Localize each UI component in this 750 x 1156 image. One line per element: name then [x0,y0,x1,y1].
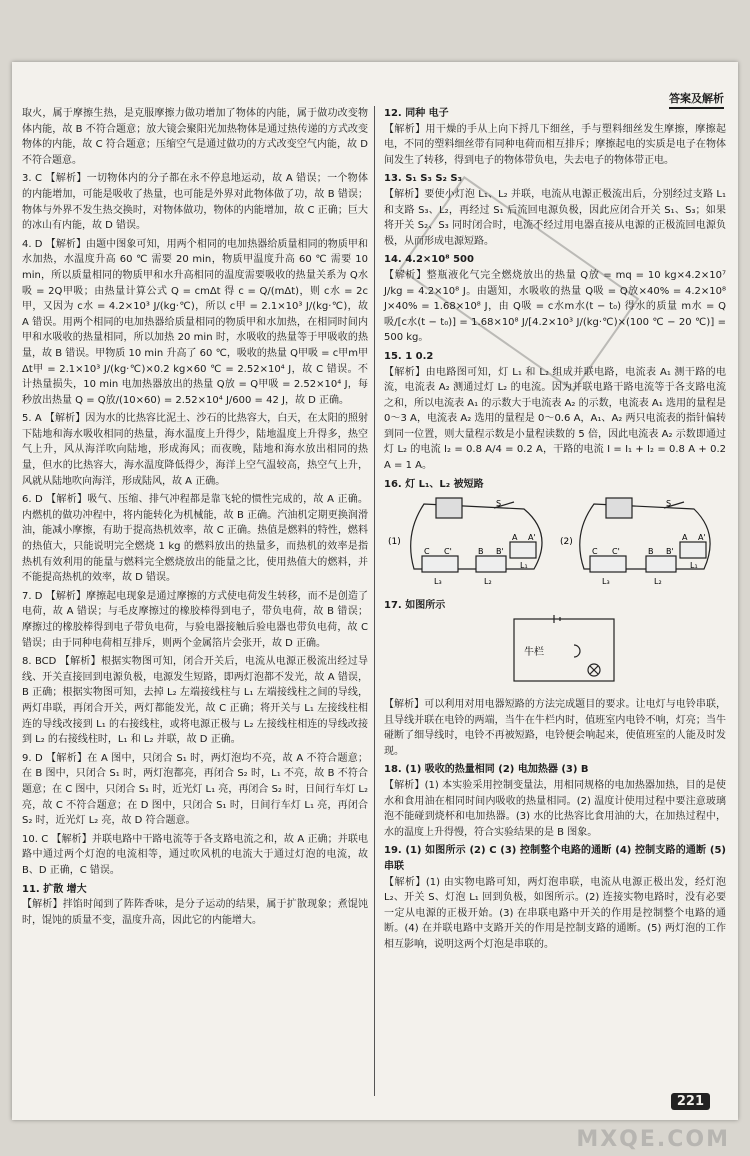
column-divider [374,106,375,1096]
answer-11-explanation: 【解析】拌馅时闻到了阵阵香味，是分子运动的结果，属于扩散现象；煮馄饨时，馄饨的质量不变，温度升高，因此它的内能增大。 [22,899,368,926]
answer-11: 11. 扩散 增大 [22,883,87,895]
circuit-diagram-16 [384,494,724,590]
terminal-ap-2: A' [698,533,706,543]
terminal-b-2: B [648,547,654,557]
switch-label-1: S [496,499,502,509]
cattle-pen-label: 牛栏 [524,647,544,659]
answer-3: 3. C 【解析】一切物体内的分子都在永不停息地运动，故 A 错误；一个物体的内能增加，可能是吸收了热量，也可能是外界对此物体做了功，故 B 错误；物体与外界不发生热交换时，对物体做功，物体的内能增加，故 C 正确；巨大的冰山有内能，故 D 错误。 [22,173,368,232]
answer-14-explanation: 【解析】整瓶液化气完全燃烧放出的热量 Q放 = mq = 10 kg×4.2×10⁷ J/kg = 4.2×10⁸ J。由题知，水吸收的热量 Q吸 = Q放×40% = 4.2×10⁸ J×40% = 1.68×10⁸ J，由 Q吸 = c水m水(t − t₀) 得水的质量 m水 = Q吸/[c水(t − t₀)] = 1.68×10⁸ J/[4.2×10³ J/(kg·℃)×(100 ℃ − 20 ℃)] = 500 kg。 [384,269,726,344]
answer-16: 16. 灯 L₁、L₂ 被短路 [384,478,484,490]
answer-18: 18. (1) 吸收的热量相同 (2) 电加热器 (3) B [384,764,589,776]
terminal-a-1: A [512,533,518,543]
fig-label-1: (1) [388,537,401,548]
answer-page [12,62,738,1120]
answer-6: 6. D 【解析】吸气、压缩、排气冲程都是靠飞轮的惯性完成的，故 A 正确。内燃机的做功冲程中，将内能转化为机械能，故 B 正确。汽油机定期更换润滑油，能减小摩擦，有助于提高热机效率，故 C 正确。热值是燃料的特性，燃料的热值大，只能说明完全燃烧 1 kg 的燃料放出的热量多，而热机的效率是指热机有效利用的能量与燃料完全燃烧放出的能量之比，使用热值大的燃料，并不能提高热机的效率，故 D 错误。 [22,494,368,584]
answer-9: 9. D 【解析】在 A 图中，只闭合 S₁ 时，两灯泡均不亮，故 A 不符合题意；在 B 图中，只闭合 S₁ 时，两灯泡都亮，再闭合 S₂ 时，L₁ 不亮，故 B 不符合题意；在 C 图中，只闭合 S₁ 时，近光灯 L₁ 亮，再闭合 S₂ 时，日间行车灯 L₂ 亮，故 C 不符合题意；在 D 图中，只闭合 S₁ 时，日间行车灯 L₁ 亮，再闭合 S₂ 时，近光灯 L₂ 亮，故 D 符合题意。 [22,752,368,827]
lamp-l1-1: L₁ [520,561,528,571]
circuit-diagram-17 [384,615,724,689]
terminal-b-1: B [478,547,484,557]
answer-15: 15. 1 0.2 [384,350,434,362]
answer-18-explanation: 【解析】(1) 本实验采用控制变量法，用相同规格的电加热器加热，目的是使水和食用油在相同时间内吸收的热量相同。(2) 温度计使用过程中要注意玻璃泡不能碰到烧杯和电加热器。(3) 水的比热容比食用油的大，在加热过程中，水的温度上升得慢，符合实验结果的是 B 图象。 [384,780,726,838]
lamp-l2-2: L₂ [654,577,662,587]
left-column [22,106,368,928]
answer-15-explanation: 【解析】由电路图可知，灯 L₁ 和 L₂ 组成并联电路，电流表 A₁ 测干路的电流，电流表 A₂ 测通过灯 L₂ 的电流。因为并联电路干路电流等于各支路电流之和，所以电流表 A₁ 的示数大于电流表 A₂ 的示数，电流表 A₁ 选用的量程是 0～3 A，电流表 A₂ 选用的量程是 0～0.6 A，A₁、A₂ 两只电流表的指针偏转到同一位置，则大量程示数是小量程读数的 5 倍，因此电流表 A₂ 示数即通过灯 L₂ 的电流 I₂ = 0.8 A/4 = 0.2 A，干路的电流 I = I₁ + I₂ = 0.8 A + 0.2 A = 1 A。 [384,366,726,472]
answer-13: 13. S₁ S₃ S₂ S₃ [384,173,462,185]
terminal-cp-1: C' [444,547,452,557]
answer-4: 4. D 【解析】由题中图象可知，用两个相同的电加热器给质量相同的物质甲和水加热，水温度升高 60 ℃ 需要 20 min，物质甲温度升高 60 ℃ 需要 10 min，所以质量相同的物质甲和水升高相同的温度需要吸收的热量关系为 Q水吸 = 2Q甲吸；由热量计算公式 Q = cmΔt 得 c = Q/(mΔt)，则 c水 = 2c甲，又因为 c水 = 4.2×10³ J/(kg·℃)，所以 c甲 = 2.1×10³ J/(kg·℃)，故 A 错误。用两个相同的电加热器给质量相同的物质甲和水加热，在相同时间内甲和水吸收的热量相同，所以加热 20 min 时，水吸收的热量等于甲吸收的热量，故 B 错误。甲物质 10 min 升高了 60 ℃，吸收的热量 Q甲吸 = c甲m甲Δt甲 = 2.1×10³ J/(kg·℃)×0.2 kg×60 ℃ = 2.52×10⁴ J，故 C 错误。不计热量损失，10 min 电加热器放出的热量 Q放 = Q甲吸 = 2.52×10⁴ J，每秒放出热量 Q = Q放/(10×60) = 2.52×10⁴ J/600 = 42 J，故 D 正确。 [22,238,368,406]
answer-14: 14. 4.2×10⁸ 500 [384,254,474,266]
lamp-l2-1: L₂ [484,577,492,587]
terminal-c-2: C [592,547,598,557]
answer-2-continued: 取火，属于摩擦生热，是克服摩擦力做功增加了物体的内能，属于做功改变物体内能，故 B 不符合题意；放大镜会聚阳光加热物体是通过热传递的方式改变物体的内能，故 C 符合题意；压缩空气是通过做功的方式改变空气内能，故 D 不符合题意。 [22,108,368,166]
lamp-l3-2: L₃ [602,577,610,587]
answer-17-explanation: 【解析】可以利用对用电器短路的方法完成题目的要求。让电灯与电铃串联，且导线并联在电铃的两端，当牛在牛栏内时，值班室内电铃不响，灯亮；当牛碰断了细导线时，电铃不再被短路，电铃便会响起来，使值班室的人能及时发现。 [384,699,726,757]
terminal-bp-2: B' [666,547,674,557]
page-number: 221 [671,1093,710,1110]
terminal-a-2: A [682,533,688,543]
terminal-ap-1: A' [528,533,536,543]
section-header: 答案及解析 [669,90,724,109]
lamp-l1-2: L₁ [690,561,698,571]
answer-12: 12. 同种 电子 [384,108,449,119]
answer-5: 5. A 【解析】因为水的比热容比泥土、沙石的比热容大，白天，在太阳的照射下陆地和海水吸收相同的热量，海水温度上升得少，陆地温度上升得多，热空气上升，风从海洋吹向陆地，形成海风；而夜晚，陆地和海水放出相同的热量，但水的比热容大，海水温度降低得少，海洋上空气温较高，热空气上升，风就从陆地吹向海洋，形成陆风，故 A 正确。 [22,413,368,487]
terminal-c-1: C [424,547,430,557]
answer-8: 8. BCD 【解析】根据实物图可知，闭合开关后，电流从电源正极流出经过导线、开关直接回到电源负极，电源发生短路，即两灯泡都不发光，故 A 错误，B 正确；根据实物图可知，去掉 L₂ 左端接线柱与 L₁ 左端接线柱之间的导线，两灯串联，再闭合开关，两灯都能发光，故 C 正确；将开关与 L₁ 左接线柱相连的导线改接到 L₁ 的右接线柱，或将电源正极与 L₂ 左接线柱相连的导线改接到 L₂ 的右接线柱时，L₁ 和 L₂ 并联，故 D 正确。 [22,656,368,746]
answer-19-explanation: 【解析】(1) 由实物电路可知，两灯泡串联，电流从电源正极出发，经灯泡 L₂、开关 S、灯泡 L₁ 回到负极，如图所示。(2) 连接实物电路时，没有必要一定从电源的正极开始。(3) 在串联电路中开关的作用是控制整个电路的通断。(4) 在并联电路中支路开关的作用是控制支路的通断。(5) 两灯泡的工作相互影响，说明这两个灯泡是串联的。 [384,876,726,950]
site-watermark: MXQE.COM [576,1127,730,1152]
lamp-l3-1: L₃ [434,577,442,587]
answer-13-explanation: 【解析】要使小灯泡 L₁、L₂ 并联，电流从电源正极流出后，分别经过支路 L₁ 和支路 S₃、L₂，再经过 S₁ 后流回电源负极，因此应闭合开关 S₁、S₃；如果将开关 S₂、S₃ 同时闭合时，电流不经过用电器直接从电源的正极流回电源负极，从而形成电源短路。 [384,188,726,247]
answer-7: 7. D 【解析】摩擦起电现象是通过摩擦的方式使电荷发生转移，而不是创造了电荷，故 A 错误；与毛皮摩擦过的橡胶棒得到电子，带负电荷，故 B 错误；摩擦过的橡胶棒得到电子带负电荷，与验电器接触后验电器也带负电荷，故 C 错误；由于同种电荷相互排斥，则两个金属箔片会张开，故 D 正确。 [22,590,368,649]
terminal-cp-2: C' [612,547,620,557]
answer-19: 19. (1) 如图所示 (2) C (3) 控制整个电路的通断 (4) 控制支路的通断 (5) 串联 [384,845,726,872]
fig-label-2: (2) [560,537,573,548]
answer-10: 10. C 【解析】并联电路中干路电流等于各支路电流之和，故 A 正确；并联电路中通过两个灯泡的电流相等，通过吹风机的电流大于通过灯泡的电流，故 B、D 正确，C 错误。 [22,833,368,876]
switch-label-2: S [666,499,672,509]
answer-12-explanation: 【解析】用干燥的手从上向下捋几下细丝，手与塑料细丝发生摩擦，摩擦起电，不同的塑料细丝带有同种电荷而相互排斥；摩擦起电的实质是电子在物体间发生了转移，得到电子的物体带负电，失去电子的物体带正电。 [384,123,726,166]
answer-17: 17. 如图所示 [384,599,446,611]
terminal-bp-1: B' [496,547,504,557]
